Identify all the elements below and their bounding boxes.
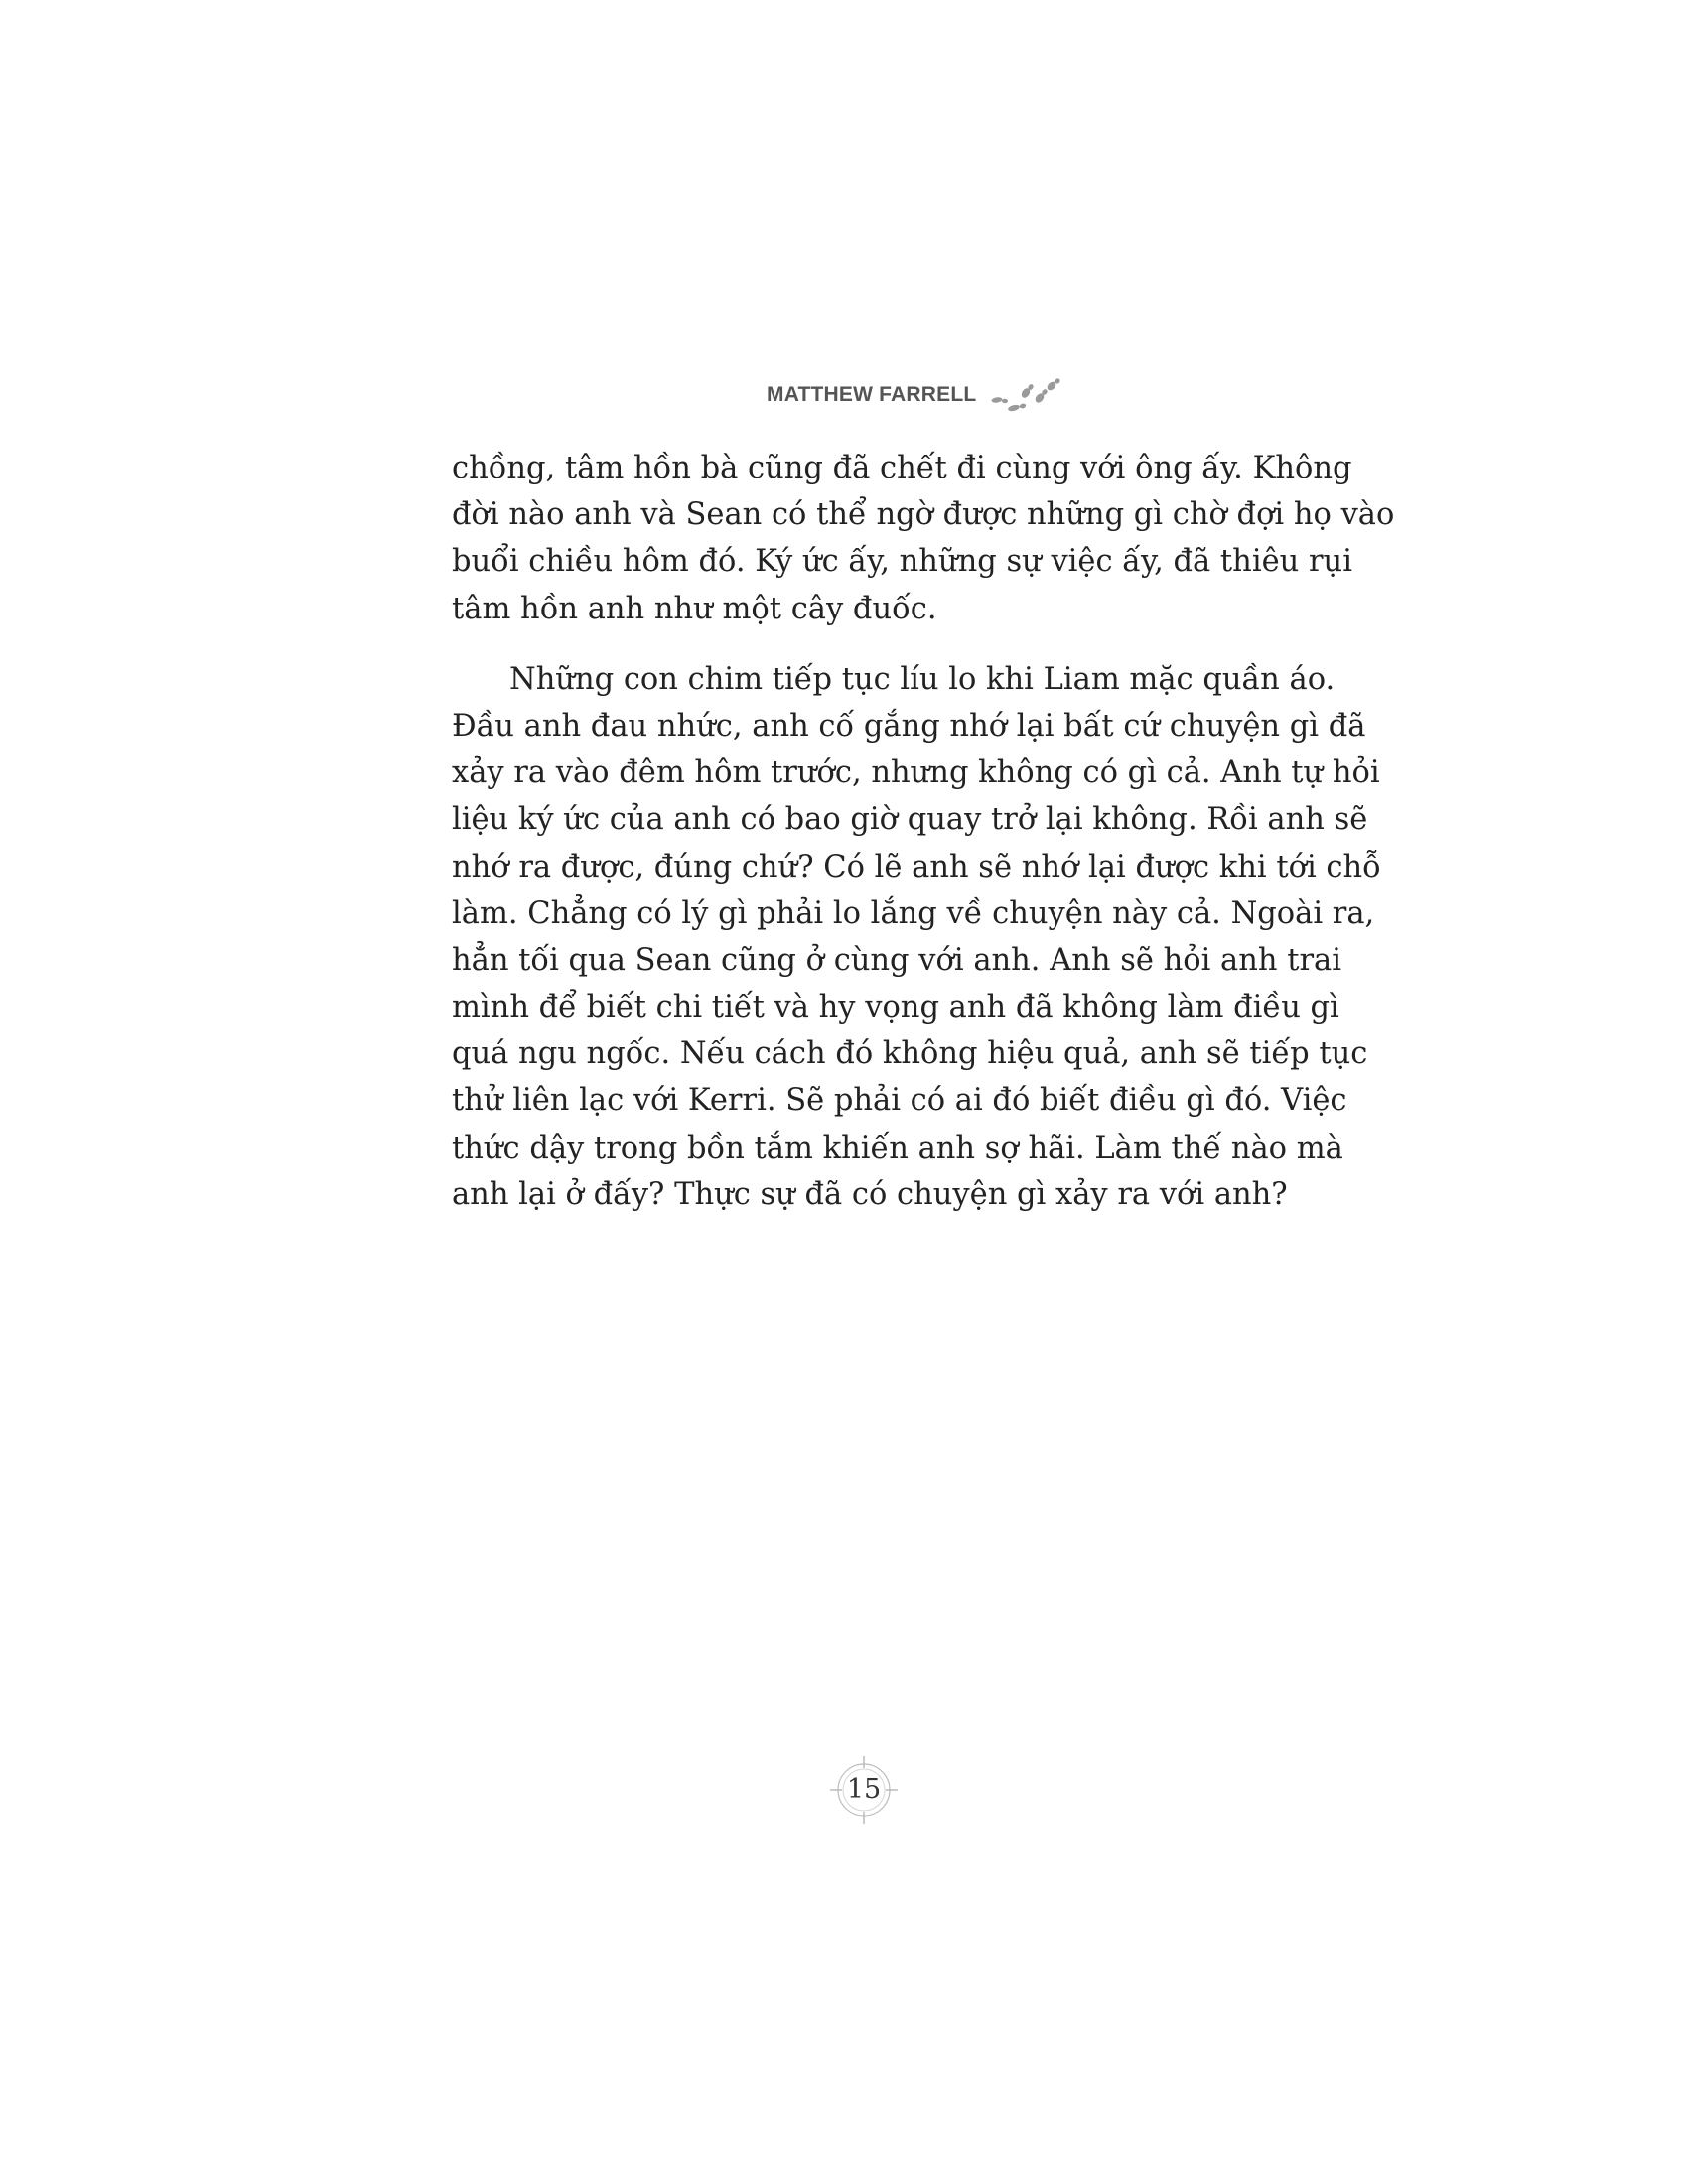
running-header bbox=[767, 375, 1065, 415]
text-line: làm. Chẳng có lý gì phải lo lắng về chuyện này cả. Ngoài ra, bbox=[452, 895, 1375, 931]
paragraph-2 bbox=[452, 656, 1381, 1218]
text-line: tâm hồn anh như một cây đuốc. bbox=[452, 591, 937, 626]
text-line: quá ngu ngốc. Nếu cách đó không hiệu quả, anh sẽ tiếp tục bbox=[452, 1036, 1368, 1072]
text-line: nhớ ra được, đúng chứ? Có lẽ anh sẽ nhớ lại được khi tới chỗ bbox=[452, 849, 1381, 885]
text-line: thử liên lạc với Kerri. Sẽ phải có ai đó biết điều gì đó. Việc bbox=[452, 1083, 1347, 1119]
page-folio bbox=[828, 1754, 900, 1826]
author-name: MATTHEW FARRELL bbox=[767, 383, 977, 406]
text-line: liệu ký ức của anh có bao giờ quay trở lại không. Rồi anh sẽ bbox=[452, 802, 1368, 838]
page-number: 15 bbox=[846, 1774, 882, 1805]
text-line: anh lại ở đấy? Thực sự đã có chuyện gì xảy ra với anh? bbox=[452, 1176, 1288, 1212]
text-line: đời nào anh và Sean có thể ngờ được những gì chờ đợi họ vào bbox=[452, 497, 1395, 533]
footprints-icon bbox=[988, 375, 1065, 415]
text-line: buổi chiều hôm đó. Ký ức ấy, những sự việc ấy, đã thiêu rụi bbox=[452, 544, 1352, 580]
text-line: Đầu anh đau nhức, anh cố gắng nhớ lại bất cứ chuyện gì đã bbox=[452, 708, 1366, 744]
text-line: chồng, tâm hồn bà cũng đã chết đi cùng với ông ấy. Không bbox=[452, 451, 1352, 485]
paragraph-1 bbox=[452, 445, 1395, 632]
text-line: thức dậy trong bồn tắm khiến anh sợ hãi. Làm thế nào mà bbox=[452, 1130, 1343, 1165]
text-line: Những con chim tiếp tục líu lo khi Liam mặc quần áo. bbox=[509, 661, 1336, 697]
text-line: hẳn tối qua Sean cũng ở cùng với anh. Anh sẽ hỏi anh trai bbox=[452, 942, 1341, 978]
text-line: mình để biết chi tiết và hy vọng anh đã không làm điều gì bbox=[452, 990, 1339, 1025]
body-text bbox=[452, 445, 1395, 1218]
text-line: xảy ra vào đêm hôm trước, nhưng không có gì cả. Anh tự hỏi bbox=[452, 755, 1380, 791]
